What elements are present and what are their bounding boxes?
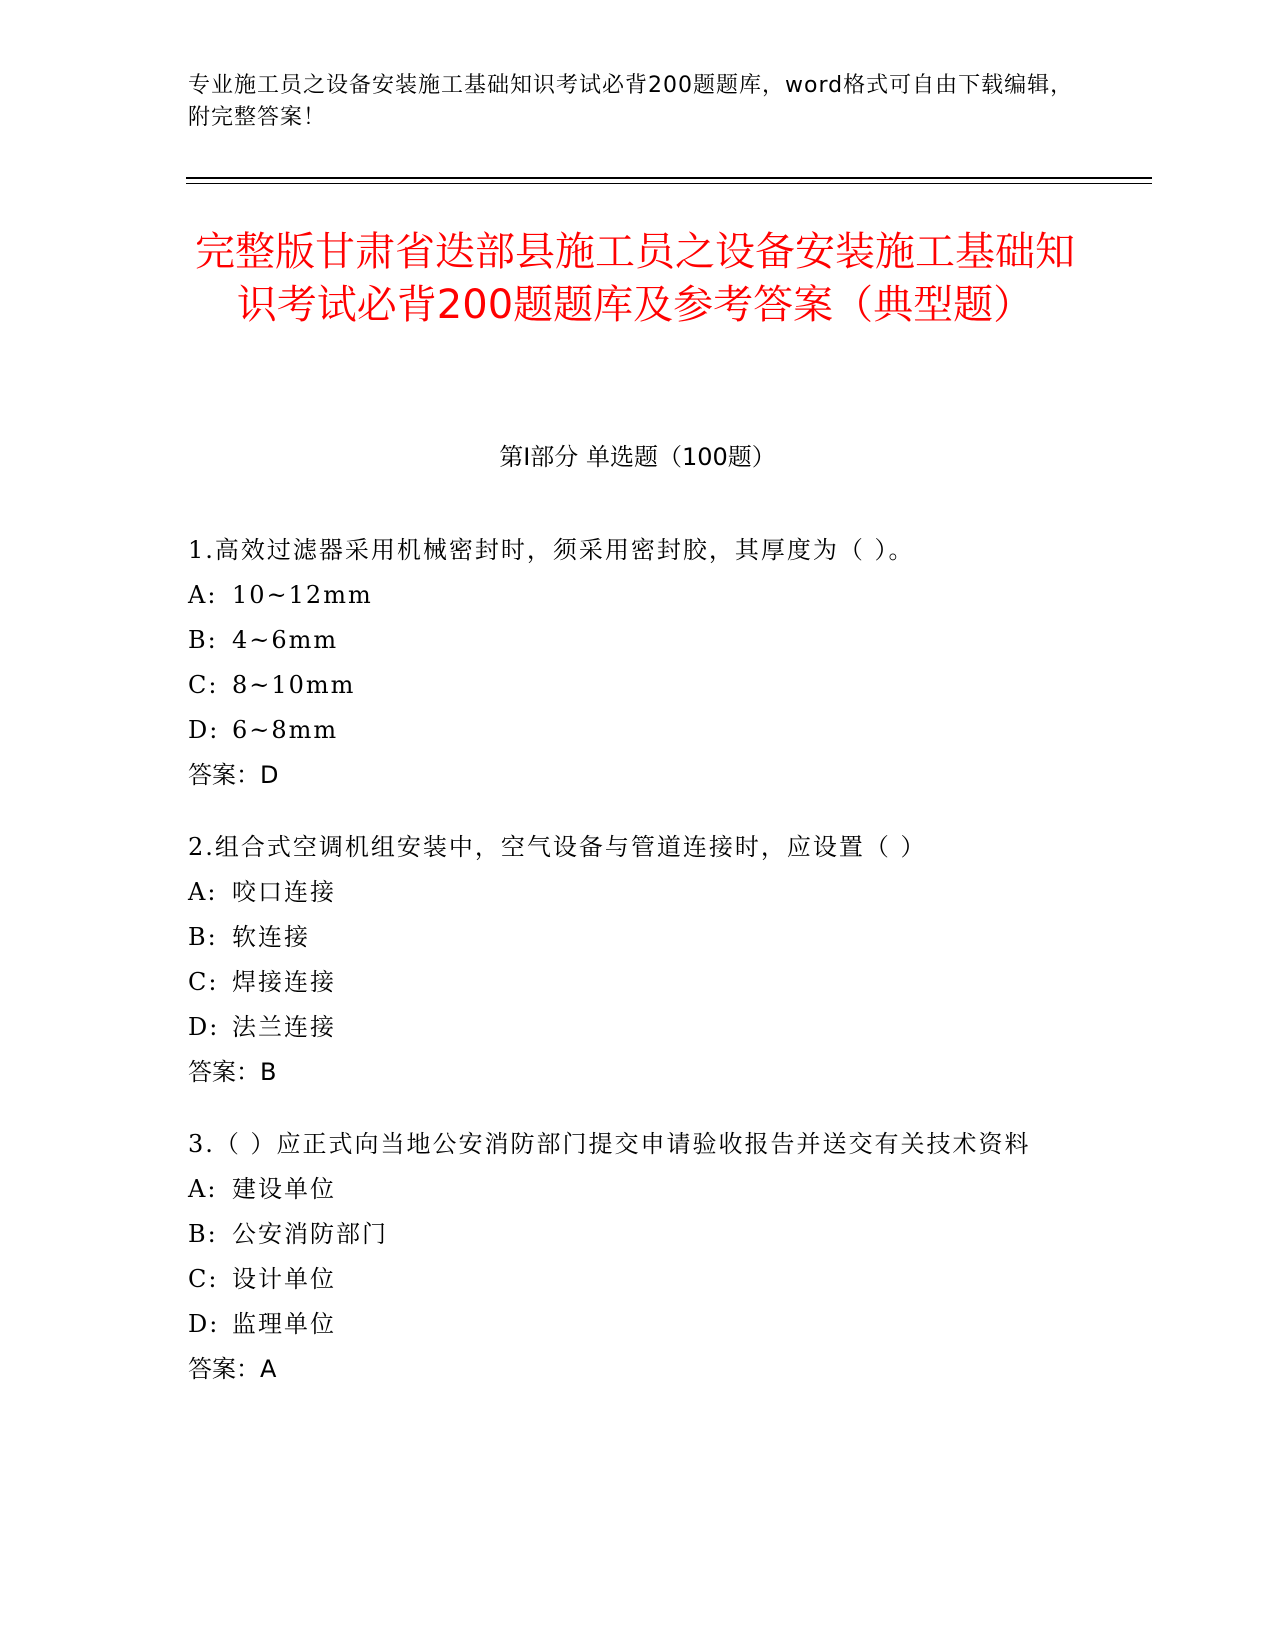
option-text: 10~12mm [232,581,373,609]
option-text: 6~8mm [232,716,339,744]
question-text: 2.组合式空调机组安装中，空气设备与管道连接时，应设置（ ） [188,833,927,861]
option-text: 焊接连接 [232,968,336,996]
option-b [188,618,1078,663]
answer-line: 答案：A [188,1355,277,1383]
section-heading: 第Ⅰ部分 单选题（100题） [499,443,776,471]
answer-line: 答案：D [188,761,279,789]
option-d [188,1302,1078,1347]
question-text: 3.（ ）应正式向当地公安消防部门提交申请验收报告并送交有关技术资料 [188,1130,1031,1158]
option-key: C: [188,1265,219,1293]
header-rule-thin [186,183,1152,184]
option-text: 8~10mm [232,671,356,699]
option-key: C: [188,671,219,699]
option-key: B: [188,626,218,654]
option-text: 设计单位 [232,1265,336,1293]
question-2 [188,825,1078,1095]
option-c [188,960,1078,1005]
option-text: 4~6mm [232,626,339,654]
header-note: 专业施工员之设备安装施工基础知识考试必背200题题库，word格式可自由下载编辑，附完整答案！ [188,73,1074,130]
option-key: D: [188,1310,220,1338]
option-text: 建设单位 [232,1175,336,1203]
option-b [188,915,1078,960]
option-text: 软连接 [232,923,310,951]
question-list [188,528,1078,1419]
option-a [188,1167,1078,1212]
answer-line: 答案：B [188,1058,277,1086]
option-text: 监理单位 [232,1310,336,1338]
document-title: 完整版甘肃省迭部县施工员之设备安装施工基础知识考试必背200题题库及参考答案（典型题） [195,229,1075,328]
option-text: 公安消防部门 [232,1220,388,1248]
option-a [188,573,1078,618]
option-d [188,1005,1078,1050]
question-3 [188,1122,1078,1392]
option-key: A: [188,1175,218,1203]
option-c [188,1257,1078,1302]
option-key: D: [188,716,220,744]
option-text: 咬口连接 [232,878,336,906]
option-key: B: [188,923,218,951]
option-key: B: [188,1220,218,1248]
option-key: D: [188,1013,220,1041]
option-text: 法兰连接 [232,1013,336,1041]
option-key: A: [188,878,218,906]
option-b [188,1212,1078,1257]
option-c [188,663,1078,708]
option-key: A: [188,581,218,609]
option-key: C: [188,968,219,996]
option-a [188,870,1078,915]
option-d [188,708,1078,753]
question-1 [188,528,1078,798]
question-text: 1.高效过滤器采用机械密封时，须采用密封胶，其厚度为（ ）。 [188,536,915,564]
header-rule-thick [186,177,1152,179]
